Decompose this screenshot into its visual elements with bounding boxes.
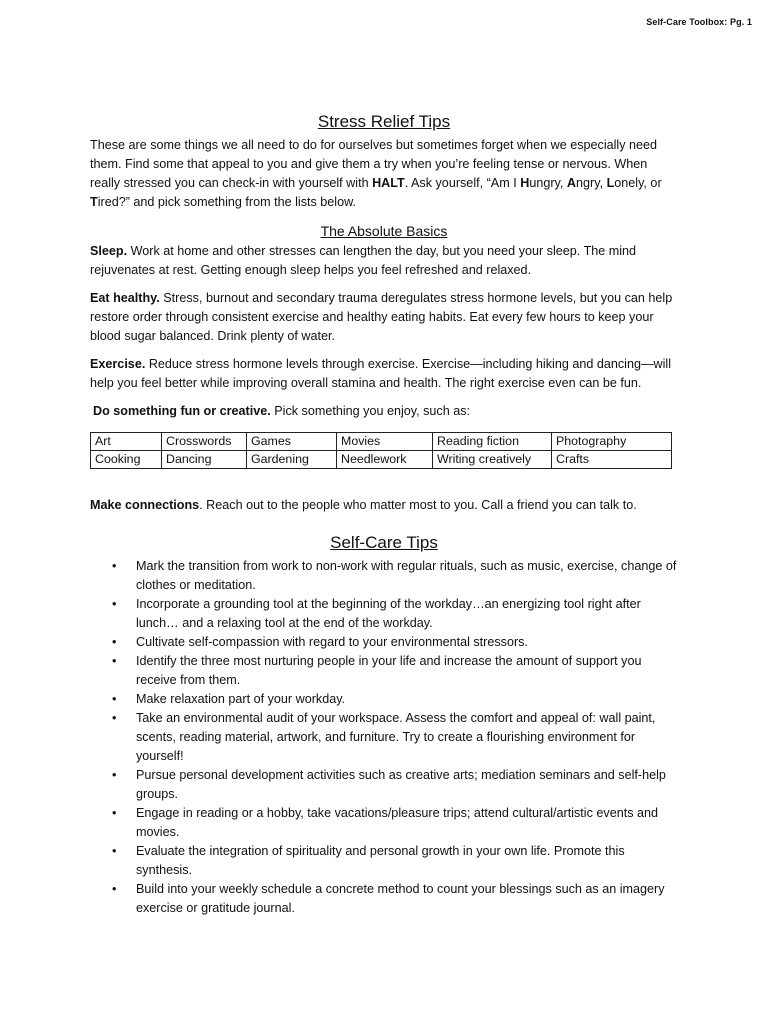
eat-label: Eat healthy. xyxy=(90,291,160,305)
halt-letter-t: T xyxy=(90,195,98,209)
halt-letter-l: L xyxy=(606,176,615,190)
fun-text: Pick something you enjoy, such as: xyxy=(270,404,471,418)
bullet-icon: • xyxy=(112,882,117,896)
table-row xyxy=(91,451,672,469)
exercise-label: Exercise. xyxy=(90,357,146,371)
intro-text: . Ask yourself, “Am I xyxy=(404,176,521,190)
tip-text: Mark the transition from work to non-work with regular rituals, such as music, exercise, change of clothes or meditation. xyxy=(136,559,677,592)
tip-text: Incorporate a grounding tool at the beginning of the workday…an energizing tool right after lunch… and a relaxing tool at the end of the workday. xyxy=(136,597,641,630)
tip-text: Identify the three most nurturing people in your life and increase the amount of support you receive from them. xyxy=(136,654,642,687)
page-header: Self-Care Toolbox: Pg. 1 xyxy=(646,17,752,27)
list-item xyxy=(90,633,678,652)
intro-text: ungry, xyxy=(529,176,567,190)
basics-heading: The Absolute Basics xyxy=(320,223,448,239)
table-cell: Writing creatively xyxy=(433,451,552,469)
tip-text: Evaluate the integration of spirituality and personal growth in your own life. Promote this synthesis. xyxy=(136,844,625,877)
intro-paragraph xyxy=(90,136,678,212)
halt-acronym: HALT xyxy=(372,176,405,190)
bullet-icon: • xyxy=(112,692,117,706)
intro-text: ired?” and pick something from the lists below. xyxy=(97,195,356,209)
table-row xyxy=(91,433,672,451)
tip-text: Make relaxation part of your workday. xyxy=(136,692,346,706)
intro-text: onely, or xyxy=(614,176,662,190)
list-item xyxy=(90,880,678,918)
list-item xyxy=(90,557,678,595)
table-cell: Games xyxy=(247,433,337,451)
tip-text: Take an environmental audit of your workspace. Assess the comfort and appeal of: wall paint, scents, reading material, artwork, and furniture. Try to create a flourishing environment for yourself! xyxy=(136,711,656,763)
bullet-icon: • xyxy=(112,654,117,668)
table-cell: Crosswords xyxy=(162,433,247,451)
tip-text: Pursue personal development activities such as creative arts; mediation seminars and self-help groups. xyxy=(136,768,666,801)
table-cell: Reading fiction xyxy=(433,433,552,451)
selfcare-heading: Self-Care Tips xyxy=(330,533,438,552)
exercise-text: Reduce stress hormone levels through exercise. Exercise—including hiking and dancing—will help you feel better while improving overall stamina and health. The right exercise even can be fun. xyxy=(90,357,672,390)
document-body xyxy=(90,110,678,918)
page-title: Stress Relief Tips xyxy=(317,112,451,131)
bullet-icon: • xyxy=(112,711,117,725)
tip-text: Build into your weekly schedule a concrete method to count your blessings such as an imagery exercise or gratitude journal. xyxy=(136,882,665,915)
sleep-text: Work at home and other stresses can lengthen the day, but you need your sleep. The mind rejuvenates at rest. Getting enough sleep helps you feel refreshed and relaxed. xyxy=(90,244,637,277)
tip-text: Engage in reading or a hobby, take vacations/pleasure trips; attend cultural/artistic events and movies. xyxy=(136,806,659,839)
eat-text: Stress, burnout and secondary trauma deregulates stress hormone levels, but you can help restore order through consistent exercise and healthy eating habits. Eat every few hours to keep your blood sugar balanced. Drink plenty of water. xyxy=(90,291,673,343)
selfcare-tips-list xyxy=(90,557,678,918)
tip-text: Cultivate self-compassion with regard to your environmental stressors. xyxy=(136,635,528,649)
table-cell: Photography xyxy=(552,433,672,451)
bullet-icon: • xyxy=(112,806,117,820)
halt-letter-a: A xyxy=(566,176,576,190)
eat-paragraph xyxy=(90,289,678,346)
bullet-icon: • xyxy=(112,635,117,649)
list-item xyxy=(90,690,678,709)
connections-label: Make connections xyxy=(90,498,200,512)
list-item xyxy=(90,842,678,880)
activities-table xyxy=(90,432,672,469)
intro-text: ngry, xyxy=(576,176,607,190)
bullet-icon: • xyxy=(112,768,117,782)
sleep-label: Sleep. xyxy=(90,244,128,258)
sleep-paragraph xyxy=(90,242,678,280)
table-cell: Crafts xyxy=(552,451,672,469)
table-cell: Art xyxy=(91,433,162,451)
intro-text: These are some things we all need to do for ourselves but sometimes forget when we especially need them. Find some that appeal to you and give them a try when you’re feeling tense or nervous. When really stressed you can check-in with yourself with xyxy=(90,138,658,190)
connections-paragraph xyxy=(90,496,678,515)
table-cell: Movies xyxy=(337,433,433,451)
list-item xyxy=(90,709,678,766)
halt-letter-h: H xyxy=(520,176,530,190)
bullet-icon: • xyxy=(112,559,117,573)
list-item xyxy=(90,595,678,633)
connections-text: . Reach out to the people who matter most to you. Call a friend you can talk to. xyxy=(199,498,637,512)
list-item xyxy=(90,804,678,842)
list-item xyxy=(90,766,678,804)
table-cell: Cooking xyxy=(91,451,162,469)
table-cell: Gardening xyxy=(247,451,337,469)
exercise-paragraph xyxy=(90,355,678,393)
fun-label: Do something fun or creative. xyxy=(93,404,271,418)
fun-paragraph xyxy=(90,402,678,421)
table-cell: Needlework xyxy=(337,451,433,469)
bullet-icon: • xyxy=(112,844,117,858)
table-cell: Dancing xyxy=(162,451,247,469)
bullet-icon: • xyxy=(112,597,117,611)
list-item xyxy=(90,652,678,690)
